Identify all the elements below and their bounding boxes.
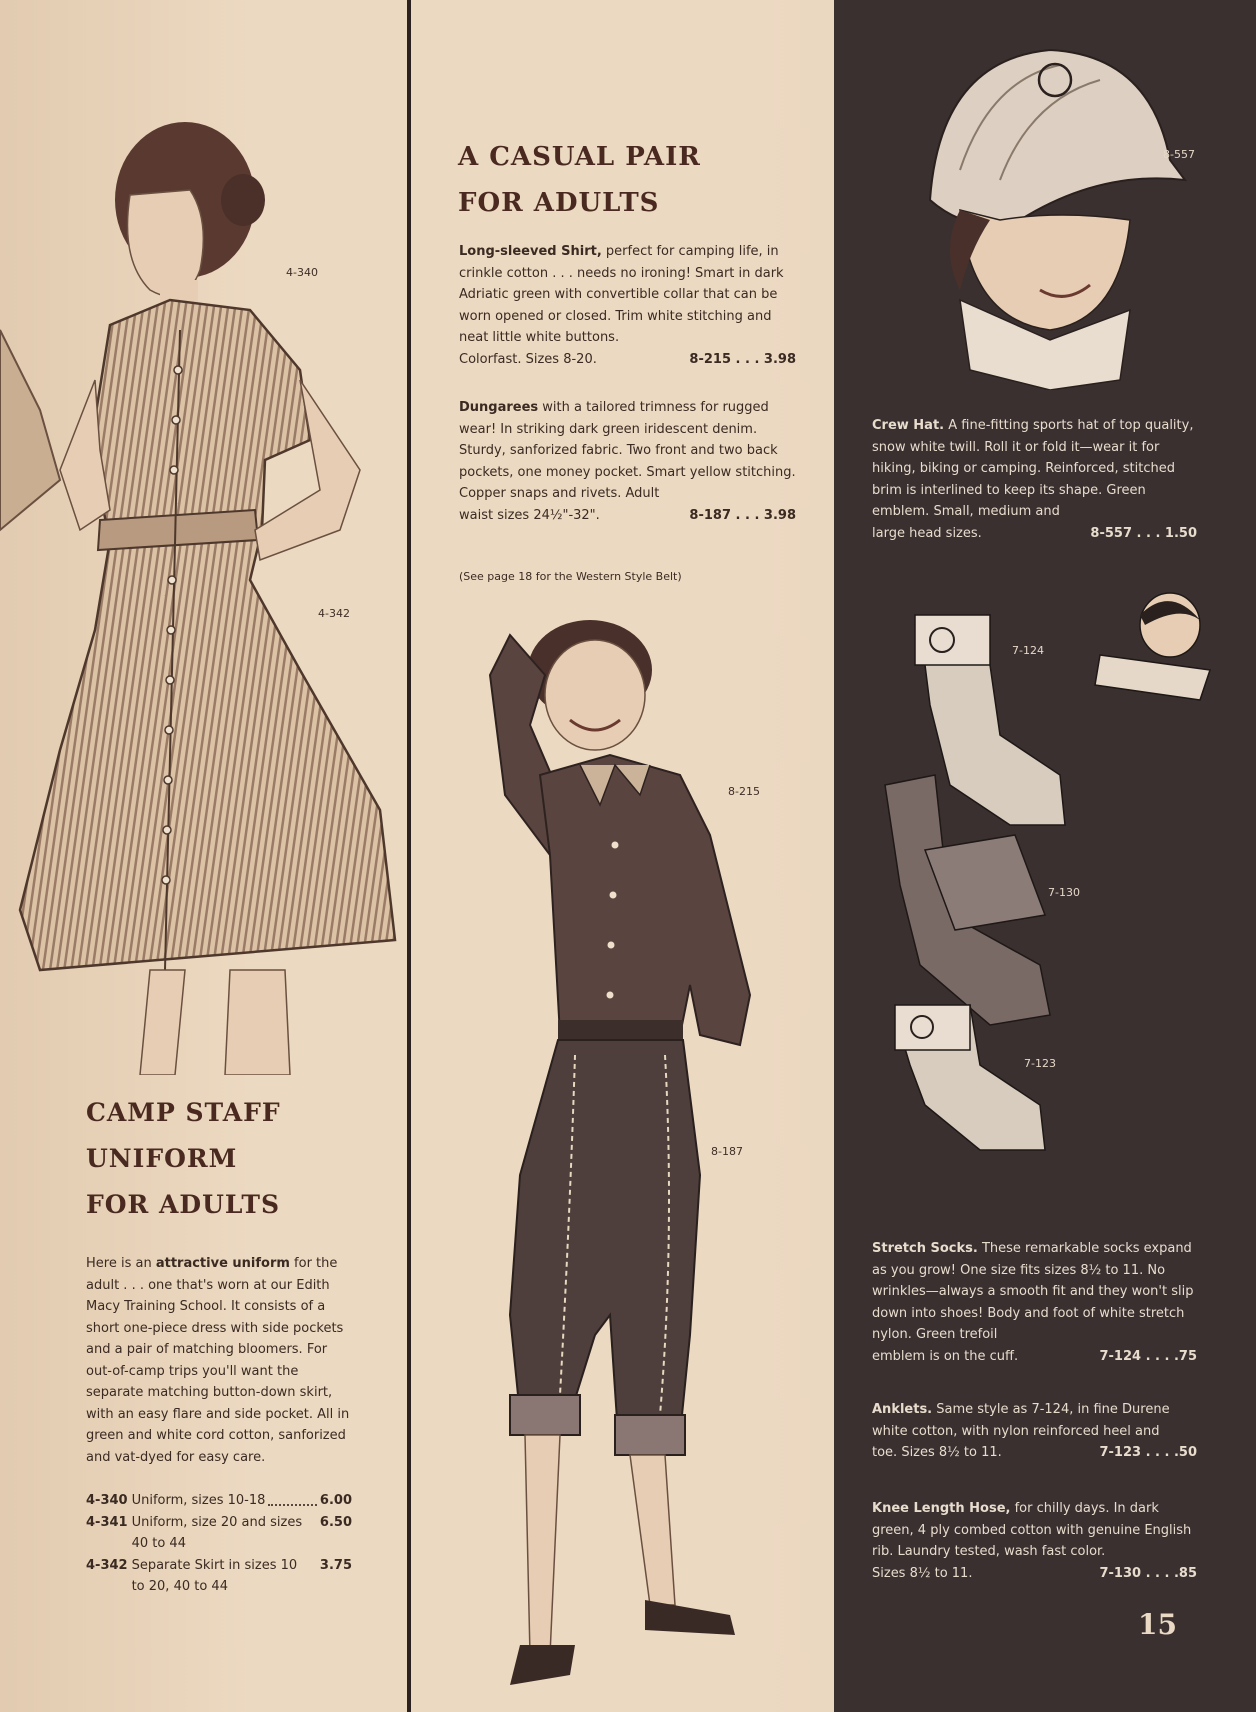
stretch-socks-price: 7-124 . . . .75 xyxy=(1099,1348,1197,1364)
casual-pair-heading xyxy=(458,134,701,226)
item-price: 6.50 xyxy=(319,1514,352,1530)
woman-in-shirt-and-dungarees-illustration xyxy=(450,615,834,1712)
crew-hat-illustration xyxy=(900,20,1200,390)
knee-hose-description xyxy=(872,1498,1197,1584)
heading-line: FOR ADULTS xyxy=(86,1190,281,1219)
anklets-text: Same style as 7-124, in fine Durene white cotton, with nylon reinforced heel and xyxy=(872,1402,1170,1439)
shirt-price: 8-215 . . . 3.98 xyxy=(689,351,796,367)
dungarees-description xyxy=(459,397,796,526)
item-price: 6.00 xyxy=(319,1493,352,1508)
heading-line: UNIFORM xyxy=(86,1144,238,1173)
intro-text-1: Here is an xyxy=(86,1256,156,1271)
shirt-name: Long-sleeved Shirt, xyxy=(459,244,602,259)
page-number: 15 xyxy=(1138,1608,1177,1641)
heading-line: A CASUAL PAIR xyxy=(458,142,701,172)
camp-staff-description xyxy=(86,1253,352,1468)
price-item xyxy=(86,1512,352,1555)
camp-staff-heading xyxy=(86,1090,281,1228)
item-code: 4-340 xyxy=(86,1493,128,1508)
knee-hose-name: Knee Length Hose, xyxy=(872,1501,1011,1516)
western-belt-note: (See page 18 for the Western Style Belt) xyxy=(459,570,682,583)
intro-text-2: for the adult . . . one that's worn at our Edith Macy Training School. It consists of a short one-piece dress with side pockets and a pair of matching bloomers. For out-of-camp trips you'll want the separate matching button-down skirt, with an easy flare and side pocket. All in green and white cord cotton, sanforized and vat-dyed for easy care. xyxy=(86,1256,350,1465)
item-code: 4-342 xyxy=(86,1557,128,1573)
crew-hat-text: A fine-fitting sports hat of top quality, snow white twill. Roll it or fold it—wear it for hiking, biking or camping. Reinforced, stitched brim is interlined to keep its shape. Green emblem. Small, medium and xyxy=(872,418,1194,519)
knee-hose-text: for chilly days. In dark green, 4 ply combed cotton with genuine English rib. Laundry tested, wash fast color. xyxy=(872,1501,1192,1559)
label-4-340: 4-340 xyxy=(286,266,318,279)
item-code: 4-341 xyxy=(86,1514,128,1530)
stretch-socks-last-line: emblem is on the cuff. xyxy=(872,1348,1019,1364)
heading-line: CAMP STAFF xyxy=(86,1098,281,1127)
item-desc: Uniform, sizes 10-18 xyxy=(131,1493,266,1508)
anklets-last-line: toe. Sizes 8½ to 11. xyxy=(872,1445,1002,1460)
label-8-557: 8-557 xyxy=(1163,148,1195,161)
crew-hat-last-line: large head sizes. xyxy=(872,525,982,541)
label-4-342: 4-342 xyxy=(318,607,350,620)
anklets-name: Anklets. xyxy=(872,1402,933,1417)
intro-bold: attractive uniform xyxy=(155,1256,290,1271)
dungarees-price: 8-187 . . . 3.98 xyxy=(689,507,796,523)
stretch-socks-description xyxy=(872,1238,1197,1367)
anklets-description xyxy=(872,1399,1197,1464)
camp-staff-price-list xyxy=(86,1490,352,1598)
knee-hose-last-line: Sizes 8½ to 11. xyxy=(872,1565,973,1581)
shirt-text: perfect for camping life, in crinkle cotton . . . needs no ironing! Smart in dark Adriatic green with convertible collar that can be worn opened or closed. Trim white stitching and neat little white buttons. xyxy=(459,244,784,345)
label-7-130: 7-130 xyxy=(1048,886,1080,899)
column-divider xyxy=(407,0,411,1712)
item-desc: Separate Skirt in sizes 10 to 20, 40 to 44 xyxy=(131,1557,298,1594)
price-item xyxy=(86,1490,352,1512)
socks-illustration xyxy=(870,585,1220,1205)
anklets-price: 7-123 . . . .50 xyxy=(1099,1445,1197,1460)
crew-hat-name: Crew Hat. xyxy=(872,418,945,433)
stretch-socks-name: Stretch Socks. xyxy=(872,1241,978,1256)
heading-line: FOR ADULTS xyxy=(458,188,660,218)
shirt-description xyxy=(459,241,796,370)
dungarees-last-line: waist sizes 24½"-32". xyxy=(459,507,600,523)
item-desc: Uniform, size 20 and sizes 40 to 44 xyxy=(131,1514,303,1551)
item-price: 3.75 xyxy=(319,1557,352,1573)
woman-in-striped-dress-illustration xyxy=(0,110,405,1075)
crew-hat-price: 8-557 . . . 1.50 xyxy=(1090,525,1197,541)
label-8-215: 8-215 xyxy=(728,785,760,798)
dungarees-text: with a tailored trimness for rugged wear! In striking dark green iridescent denim. Sturdy, sanforized fabric. Two front and two back pockets, one money pocket. Smart yellow stitching. Copper snaps and rivets. Adult xyxy=(459,400,796,501)
dungarees-name: Dungarees xyxy=(459,400,539,415)
price-item xyxy=(86,1555,352,1598)
stretch-socks-text: These remarkable socks expand as you grow! One size fits sizes 8½ to 11. No wrinkles—always a smooth fit and they won't slip down into shoes! Body and foot of white stretch nylon. Green trefoil xyxy=(872,1241,1194,1342)
label-7-124: 7-124 xyxy=(1012,644,1044,657)
shirt-last-line: Colorfast. Sizes 8-20. xyxy=(459,351,597,367)
crew-hat-description xyxy=(872,415,1197,544)
label-7-123: 7-123 xyxy=(1024,1057,1056,1070)
knee-hose-price: 7-130 . . . .85 xyxy=(1099,1565,1197,1581)
label-8-187: 8-187 xyxy=(711,1145,743,1158)
